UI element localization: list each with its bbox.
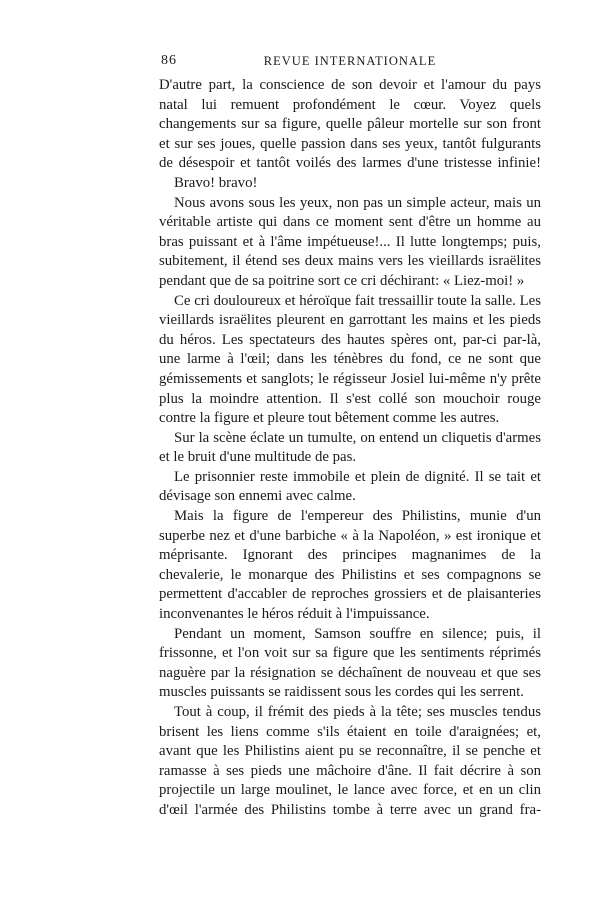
paragraph-1: D'autre part, la conscience de son devoir et l'amour du pays natal lui remuent profondément le cœur. Voyez quels changements sur sa figure, quelle pâleur mortelle sur son front et sur ses joues, quelle passion dans ses yeux, tantôt fulgurants de désespoir et tantôt voilés des larmes d'une tristesse infinie! [159, 77, 541, 172]
paragraph-6: Le prisonnier reste immobile et plein de dignité. Il se tait et dévisage son ennemi avec calme. [159, 468, 541, 505]
paragraph-9: Tout à coup, il frémit des pieds à la tête; ses muscles tendus brisent les liens comme s'ils étaient en toile d'araignées; et, avant que les Philistins aient pu se reconnaître, il se penche et ramasse à ses pieds une mâchoire d'âne. Il fait décrire à son projectile un large moulinet, le lance avec force, et en un clin d'œil l'armée des Philistins tombe à terre avec un grand fra- [159, 704, 541, 818]
paragraph-4: Ce cri douloureux et héroïque fait tressaillir toute la salle. Les vieillards israëlites pleurent en garrottant les mains et les pieds du héros. Les spectateurs des hautes spères ont, par-ci par-là, une larme à l'œil; dans les ténèbres du fond, ce ne sont que gémissements et sanglots; le régisseur Josiel lui-même n'y prête plus la moindre attention. Il s'est collé son mouchoir rouge contre la figure et pleure tout bêtement comme les autres. [159, 292, 541, 427]
paragraph-3: Nous avons sous les yeux, non pas un simple acteur, mais un véritable artiste qui dans ce moment sent d'être un homme au bras puissant et à l'âme impétueuse!... Il lutte longtemps; puis, subitement, il étend ses deux mains vers les vieillards israëlites pendant que de sa poitrine sort ce cri déchirant: « Liez-moi! » [159, 194, 541, 289]
page-number: 86 [161, 53, 177, 68]
paragraph-2: Bravo! bravo! [174, 174, 258, 191]
running-header [159, 52, 541, 72]
running-title: REVUE INTERNATIONALE [263, 54, 437, 68]
body-text [159, 76, 541, 821]
paragraph-7: Mais la figure de l'empereur des Philistins, munie d'un superbe nez et d'une barbiche « à la Napoléon, » est ironique et méprisante. Ignorant des principes magnanimes de la chevalerie, le monarque des Philistins et ses compagnons se permettent d'accabler de reproches grossiers et de plaisanteries inconvenantes le héros réduit à l'impuissance. [159, 508, 541, 623]
paragraph-8: Pendant un moment, Samson souffre en silence; puis, il frissonne, et l'on voit sur sa figure que les sentiments réprimés naguère par la résignation se déchaînent de nouveau et que ses muscles puissants se raidissent sous les cordes qui les serrent. [159, 625, 541, 701]
paragraph-5: Sur la scène éclate un tumulte, on entend un cliquetis d'armes et le bruit d'une multitude de pas. [159, 429, 541, 466]
